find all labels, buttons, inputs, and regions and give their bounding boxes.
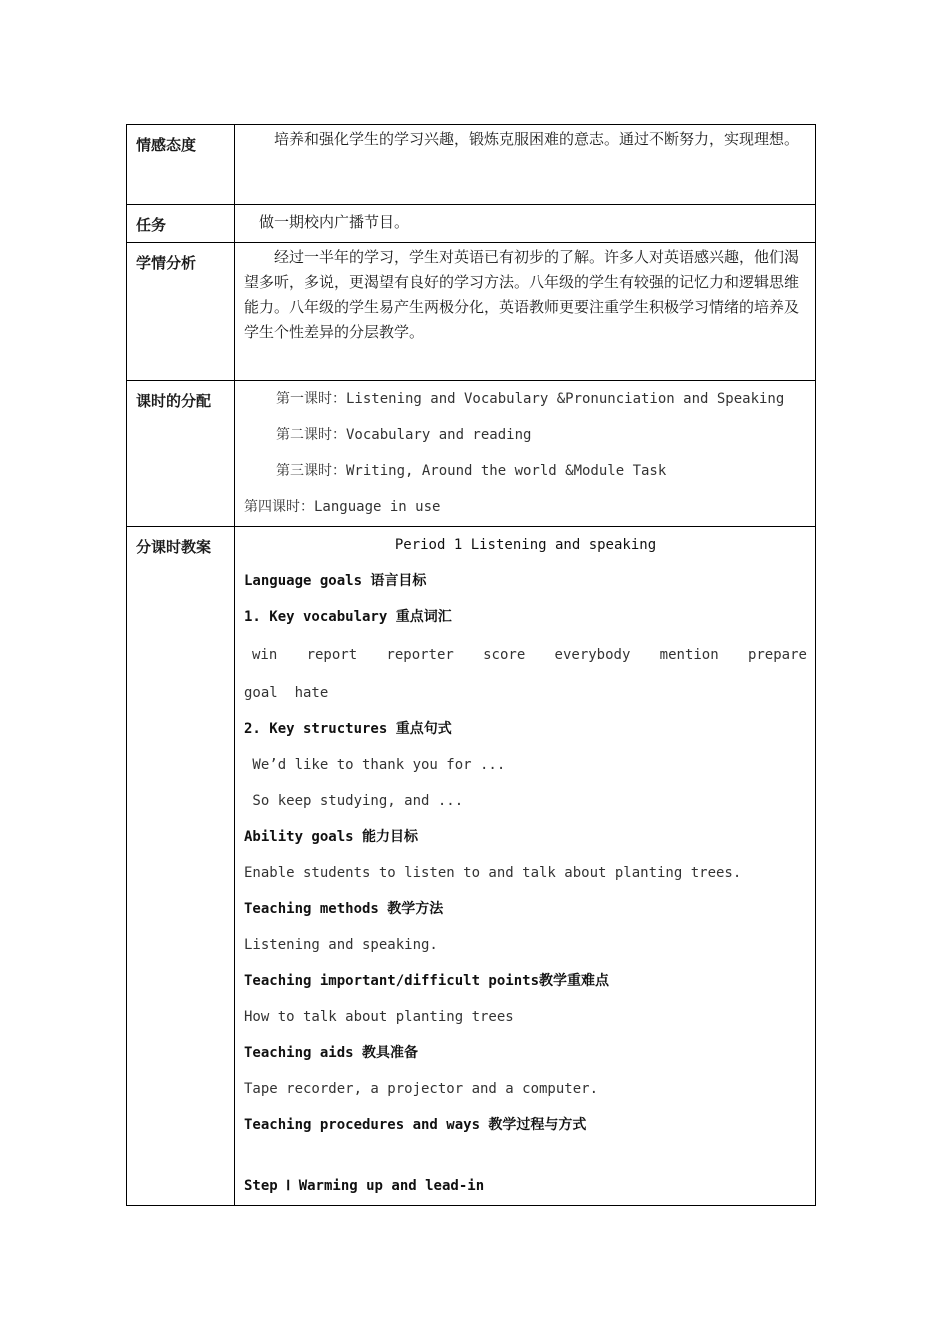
row-analysis	[127, 243, 816, 381]
structure-sentence: We’d like to thank you for ...	[244, 757, 506, 773]
row-periods	[127, 381, 816, 527]
period-item: 第二课时：Vocabulary and reading	[276, 427, 532, 443]
vocab-word: mention	[659, 647, 719, 663]
row-content-task	[235, 205, 816, 243]
structure-sentence: So keep studying, and ...	[244, 793, 464, 809]
vocabulary-line-2: goal hate	[244, 685, 329, 701]
teaching-points-text: How to talk about planting trees	[244, 1009, 514, 1025]
vocab-word: everybody	[554, 647, 631, 663]
vocab-word: reporter	[386, 647, 454, 663]
key-vocabulary-heading: 1. Key vocabulary 重点词汇	[244, 609, 452, 625]
row-content-plan	[235, 527, 816, 1206]
ability-goals-heading: Ability goals 能力目标	[244, 829, 419, 845]
row-task	[127, 205, 816, 243]
task-text: 做一期校内广播节目。	[259, 213, 410, 231]
row-content-analysis	[235, 243, 816, 381]
row-plan	[127, 527, 816, 1206]
vocab-word: report	[306, 647, 358, 663]
teaching-points-heading: Teaching important/difficult points教学重难点	[244, 973, 610, 989]
row-label-periods: 课时的分配	[127, 381, 235, 527]
period-item: 第三课时：Writing, Around the world &Module Task	[276, 463, 667, 479]
row-label-plan: 分课时教案	[127, 527, 235, 1206]
row-content-attitude	[235, 125, 816, 205]
teaching-aids-heading: Teaching aids 教具准备	[244, 1045, 419, 1061]
period-item: 第四课时：Language in use	[244, 499, 441, 515]
teaching-methods-text: Listening and speaking.	[244, 937, 438, 953]
period-title: Period 1 Listening and speaking	[394, 537, 657, 553]
row-attitude	[127, 125, 816, 205]
teaching-aids-text: Tape recorder, a projector and a computer.	[244, 1081, 599, 1097]
key-structures-heading: 2. Key structures 重点句式	[244, 721, 452, 737]
attitude-text: 培养和强化学生的学习兴趣，锻炼克服困难的意志。通过不断努力，实现理想。	[274, 130, 800, 148]
row-label-attitude: 情感态度	[127, 125, 235, 205]
row-label-task: 任务	[127, 205, 235, 243]
step-heading: Step Ⅰ Warming up and lead-in	[244, 1178, 485, 1194]
row-content-periods	[235, 381, 816, 527]
language-goals-heading: Language goals 语言目标	[244, 573, 427, 589]
lesson-plan-table	[126, 124, 816, 1206]
vocab-word: score	[483, 647, 526, 663]
period-item: 第一课时：Listening and Vocabulary &Pronunciation and Speaking	[276, 391, 785, 407]
vocab-word: win	[252, 647, 278, 663]
row-label-analysis: 学情分析	[127, 243, 235, 381]
teaching-methods-heading: Teaching methods 教学方法	[244, 901, 444, 917]
vocabulary-list	[244, 635, 807, 675]
teaching-procedures-heading: Teaching procedures and ways 教学过程与方式	[244, 1117, 587, 1133]
analysis-text: 经过一半年的学习，学生对英语已有初步的了解。许多人对英语感兴趣，他们渴望多听，多说，更渴望有良好的学习方法。八年级的学生有较强的记忆力和逻辑思维能力。八年级的学生易产生两极分化，英语教师更要注重学生积极学习情绪的培养及学生个性差异的分层教学。	[244, 248, 800, 341]
vocab-word: prepare	[747, 647, 807, 663]
ability-goals-text: Enable students to listen to and talk about planting trees.	[244, 865, 742, 881]
